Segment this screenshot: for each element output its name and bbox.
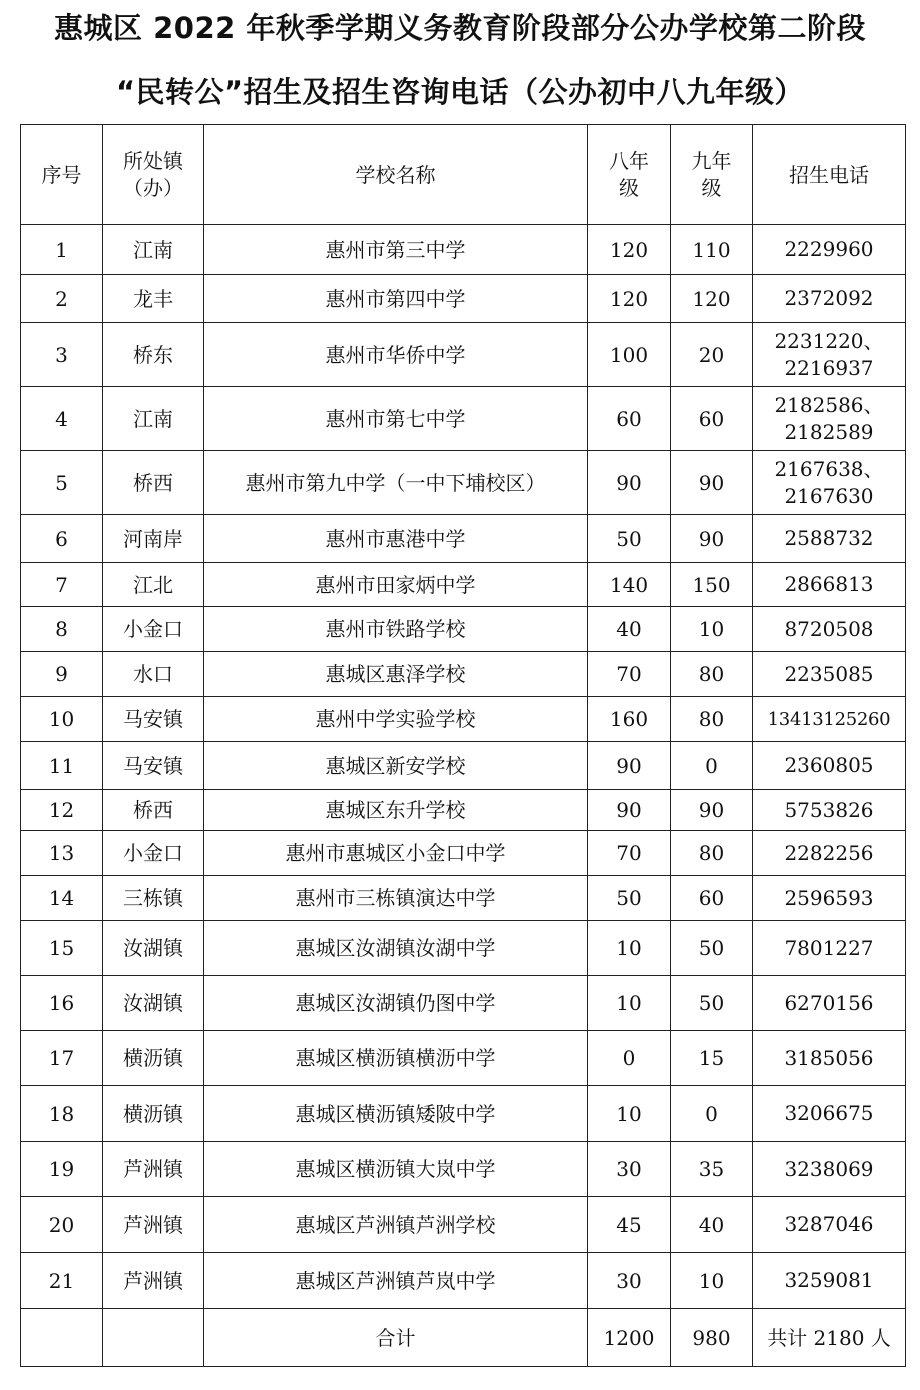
row-town: 汝湖镇 bbox=[103, 921, 204, 976]
row-phone-line1: 7801227 bbox=[784, 935, 874, 960]
row-town: 桥东 bbox=[103, 323, 204, 387]
row-phone-line1: 13413125260 bbox=[767, 708, 891, 730]
row-phone-line1: 2235085 bbox=[784, 661, 874, 686]
table-row bbox=[21, 607, 906, 652]
header-grade8-line2: 级 bbox=[619, 175, 639, 200]
table-row bbox=[21, 652, 906, 697]
row-grade9: 120 bbox=[671, 275, 753, 323]
table-row bbox=[21, 742, 906, 790]
row-grade9: 0 bbox=[671, 742, 753, 790]
row-index: 13 bbox=[21, 831, 103, 876]
row-town: 小金口 bbox=[103, 607, 204, 652]
row-grade8: 120 bbox=[588, 225, 671, 275]
header-grade9 bbox=[671, 125, 753, 225]
row-phone-line1: 3287046 bbox=[784, 1212, 874, 1236]
header-grade8 bbox=[588, 125, 671, 225]
row-phone-line1: 5753826 bbox=[784, 797, 874, 822]
row-phone bbox=[753, 1142, 906, 1197]
row-grade8: 70 bbox=[588, 652, 671, 697]
table-row bbox=[21, 1197, 906, 1253]
header-index: 序号 bbox=[21, 125, 103, 225]
row-town: 水口 bbox=[103, 652, 204, 697]
row-grade8: 60 bbox=[588, 387, 671, 451]
total-row bbox=[21, 1309, 906, 1367]
row-grade8: 90 bbox=[588, 790, 671, 831]
row-school: 惠州市铁路学校 bbox=[204, 607, 588, 652]
table-row bbox=[21, 876, 906, 921]
total-summary: 共计 2180 人 bbox=[753, 1309, 906, 1367]
row-town: 桥西 bbox=[103, 790, 204, 831]
row-grade8: 90 bbox=[588, 742, 671, 790]
row-index: 11 bbox=[21, 742, 103, 790]
row-phone-line1: 2282256 bbox=[784, 840, 874, 865]
row-grade9: 60 bbox=[671, 387, 753, 451]
row-school: 惠州市华侨中学 bbox=[204, 323, 588, 387]
document-title-line2: “民转公”招生及招生咨询电话（公办初中八九年级） bbox=[115, 75, 805, 109]
row-town: 江南 bbox=[103, 225, 204, 275]
row-phone-line1: 6270156 bbox=[784, 990, 874, 1015]
row-town: 汝湖镇 bbox=[103, 976, 204, 1031]
table-row bbox=[21, 1086, 906, 1142]
row-grade9: 20 bbox=[671, 323, 753, 387]
row-grade9: 0 bbox=[671, 1086, 753, 1142]
header-town bbox=[103, 125, 204, 225]
row-phone-line1: 3206675 bbox=[784, 1101, 874, 1125]
row-town: 横沥镇 bbox=[103, 1031, 204, 1086]
table-row bbox=[21, 790, 906, 831]
row-index: 14 bbox=[21, 876, 103, 921]
row-index: 10 bbox=[21, 697, 103, 742]
row-grade8: 100 bbox=[588, 323, 671, 387]
table-row bbox=[21, 275, 906, 323]
row-phone-line2: 2182589 bbox=[784, 419, 874, 444]
row-grade9: 150 bbox=[671, 563, 753, 607]
row-school: 惠城区芦洲镇芦洲学校 bbox=[204, 1197, 588, 1253]
row-index: 18 bbox=[21, 1086, 103, 1142]
row-town: 芦洲镇 bbox=[103, 1142, 204, 1197]
row-grade8: 40 bbox=[588, 607, 671, 652]
row-phone bbox=[753, 515, 906, 563]
row-phone bbox=[753, 697, 906, 742]
row-grade8: 50 bbox=[588, 876, 671, 921]
row-phone bbox=[753, 876, 906, 921]
row-town: 三栋镇 bbox=[103, 876, 204, 921]
row-grade9: 90 bbox=[671, 790, 753, 831]
table-row bbox=[21, 921, 906, 976]
table-row bbox=[21, 563, 906, 607]
row-school: 惠州市第四中学 bbox=[204, 275, 588, 323]
row-index: 9 bbox=[21, 652, 103, 697]
row-school: 惠城区新安学校 bbox=[204, 742, 588, 790]
row-grade9: 50 bbox=[671, 921, 753, 976]
row-index: 7 bbox=[21, 563, 103, 607]
row-phone bbox=[753, 921, 906, 976]
enrollment-table bbox=[20, 124, 906, 1367]
row-phone bbox=[753, 1031, 906, 1086]
row-grade8: 10 bbox=[588, 1086, 671, 1142]
header-town-line1: 所处镇 bbox=[123, 148, 183, 173]
total-empty-cell bbox=[21, 1309, 103, 1367]
row-index: 2 bbox=[21, 275, 103, 323]
row-phone-line2: 2216937 bbox=[784, 355, 874, 380]
row-town: 小金口 bbox=[103, 831, 204, 876]
row-phone bbox=[753, 742, 906, 790]
row-phone-line1: 2866813 bbox=[784, 572, 874, 596]
row-school: 惠州市三栋镇演达中学 bbox=[204, 876, 588, 921]
row-school: 惠城区横沥镇横沥中学 bbox=[204, 1031, 588, 1086]
row-school: 惠州市惠港中学 bbox=[204, 515, 588, 563]
row-grade9: 90 bbox=[671, 451, 753, 515]
row-phone bbox=[753, 607, 906, 652]
row-grade8: 10 bbox=[588, 921, 671, 976]
row-phone-line1: 3238069 bbox=[784, 1156, 874, 1181]
row-index: 15 bbox=[21, 921, 103, 976]
row-grade9: 80 bbox=[671, 652, 753, 697]
row-phone-line1: 8720508 bbox=[784, 616, 874, 641]
row-grade8: 10 bbox=[588, 976, 671, 1031]
row-grade9: 40 bbox=[671, 1197, 753, 1253]
row-phone bbox=[753, 451, 906, 515]
row-index: 5 bbox=[21, 451, 103, 515]
table-body bbox=[21, 225, 906, 1309]
row-grade9: 15 bbox=[671, 1031, 753, 1086]
row-grade8: 30 bbox=[588, 1142, 671, 1197]
row-town: 横沥镇 bbox=[103, 1086, 204, 1142]
row-grade8: 90 bbox=[588, 451, 671, 515]
row-index: 21 bbox=[21, 1253, 103, 1309]
row-grade8: 160 bbox=[588, 697, 671, 742]
row-school: 惠州市第三中学 bbox=[204, 225, 588, 275]
table-header-row bbox=[21, 125, 906, 225]
row-phone-line1: 2167638、 bbox=[774, 456, 884, 481]
row-town: 河南岸 bbox=[103, 515, 204, 563]
total-grade9: 980 bbox=[671, 1309, 753, 1367]
row-phone bbox=[753, 1253, 906, 1309]
total-grade8: 1200 bbox=[588, 1309, 671, 1367]
row-school: 惠州中学实验学校 bbox=[204, 697, 588, 742]
row-phone bbox=[753, 831, 906, 876]
row-phone bbox=[753, 1197, 906, 1253]
row-town: 江北 bbox=[103, 563, 204, 607]
row-phone-line1: 2596593 bbox=[784, 885, 874, 910]
row-grade8: 120 bbox=[588, 275, 671, 323]
row-phone bbox=[753, 976, 906, 1031]
row-index: 20 bbox=[21, 1197, 103, 1253]
row-phone bbox=[753, 790, 906, 831]
table-row bbox=[21, 1253, 906, 1309]
row-grade9: 80 bbox=[671, 831, 753, 876]
table-row bbox=[21, 831, 906, 876]
row-phone-line2: 2167630 bbox=[784, 483, 874, 508]
row-phone-line1: 2588732 bbox=[784, 526, 874, 550]
row-phone-line1: 3259081 bbox=[784, 1268, 874, 1292]
row-school: 惠城区汝湖镇汝湖中学 bbox=[204, 921, 588, 976]
header-phone: 招生电话 bbox=[753, 125, 906, 225]
row-phone bbox=[753, 563, 906, 607]
row-town: 江南 bbox=[103, 387, 204, 451]
row-grade8: 140 bbox=[588, 563, 671, 607]
row-school: 惠州市惠城区小金口中学 bbox=[204, 831, 588, 876]
table-row bbox=[21, 515, 906, 563]
row-phone-line1: 2229960 bbox=[784, 237, 874, 261]
row-school: 惠城区横沥镇大岚中学 bbox=[204, 1142, 588, 1197]
row-grade9: 50 bbox=[671, 976, 753, 1031]
table-row bbox=[21, 387, 906, 451]
row-grade9: 80 bbox=[671, 697, 753, 742]
row-town: 马安镇 bbox=[103, 742, 204, 790]
row-index: 19 bbox=[21, 1142, 103, 1197]
row-phone bbox=[753, 1086, 906, 1142]
row-town: 龙丰 bbox=[103, 275, 204, 323]
total-label: 合计 bbox=[204, 1309, 588, 1367]
row-grade8: 0 bbox=[588, 1031, 671, 1086]
row-school: 惠城区横沥镇矮陂中学 bbox=[204, 1086, 588, 1142]
table-row bbox=[21, 225, 906, 275]
row-grade9: 10 bbox=[671, 607, 753, 652]
row-grade9: 35 bbox=[671, 1142, 753, 1197]
header-school: 学校名称 bbox=[204, 125, 588, 225]
row-grade8: 45 bbox=[588, 1197, 671, 1253]
row-index: 17 bbox=[21, 1031, 103, 1086]
row-phone bbox=[753, 387, 906, 451]
row-phone-line1: 2372092 bbox=[784, 286, 874, 310]
document-title-line1: 惠城区 2022 年秋季学期义务教育阶段部分公办学校第二阶段 bbox=[54, 11, 866, 45]
row-phone bbox=[753, 652, 906, 697]
header-grade9-line2: 级 bbox=[701, 175, 722, 200]
header-grade8-line1: 八年 bbox=[609, 148, 649, 173]
row-school: 惠城区惠泽学校 bbox=[204, 652, 588, 697]
row-school: 惠城区汝湖镇仍图中学 bbox=[204, 976, 588, 1031]
row-index: 1 bbox=[21, 225, 103, 275]
row-school: 惠城区东升学校 bbox=[204, 790, 588, 831]
row-index: 6 bbox=[21, 515, 103, 563]
row-town: 芦洲镇 bbox=[103, 1253, 204, 1309]
header-town-line2: （办） bbox=[123, 175, 183, 200]
row-school: 惠州市田家炳中学 bbox=[204, 563, 588, 607]
table-row bbox=[21, 1142, 906, 1197]
row-school: 惠州市第九中学（一中下埔校区） bbox=[204, 451, 588, 515]
row-grade8: 70 bbox=[588, 831, 671, 876]
row-grade9: 90 bbox=[671, 515, 753, 563]
row-grade9: 110 bbox=[671, 225, 753, 275]
table-row bbox=[21, 1031, 906, 1086]
table-row bbox=[21, 976, 906, 1031]
table-row bbox=[21, 323, 906, 387]
row-index: 8 bbox=[21, 607, 103, 652]
row-grade9: 10 bbox=[671, 1253, 753, 1309]
row-school: 惠州市第七中学 bbox=[204, 387, 588, 451]
row-phone-line1: 2360805 bbox=[784, 753, 874, 777]
row-phone-line1: 2231220、 bbox=[774, 328, 884, 353]
row-index: 12 bbox=[21, 790, 103, 831]
row-school: 惠城区芦洲镇芦岚中学 bbox=[204, 1253, 588, 1309]
row-index: 3 bbox=[21, 323, 103, 387]
row-grade8: 30 bbox=[588, 1253, 671, 1309]
total-empty-cell bbox=[103, 1309, 204, 1367]
row-town: 桥西 bbox=[103, 451, 204, 515]
row-phone-line1: 3185056 bbox=[784, 1045, 874, 1070]
row-town: 芦洲镇 bbox=[103, 1197, 204, 1253]
row-phone-line1: 2182586、 bbox=[774, 392, 884, 417]
row-phone bbox=[753, 225, 906, 275]
row-town: 马安镇 bbox=[103, 697, 204, 742]
row-grade8: 50 bbox=[588, 515, 671, 563]
table-row bbox=[21, 697, 906, 742]
row-phone bbox=[753, 323, 906, 387]
row-grade9: 60 bbox=[671, 876, 753, 921]
row-index: 16 bbox=[21, 976, 103, 1031]
header-grade9-line1: 九年 bbox=[691, 148, 732, 173]
row-index: 4 bbox=[21, 387, 103, 451]
table-row bbox=[21, 451, 906, 515]
row-phone bbox=[753, 275, 906, 323]
